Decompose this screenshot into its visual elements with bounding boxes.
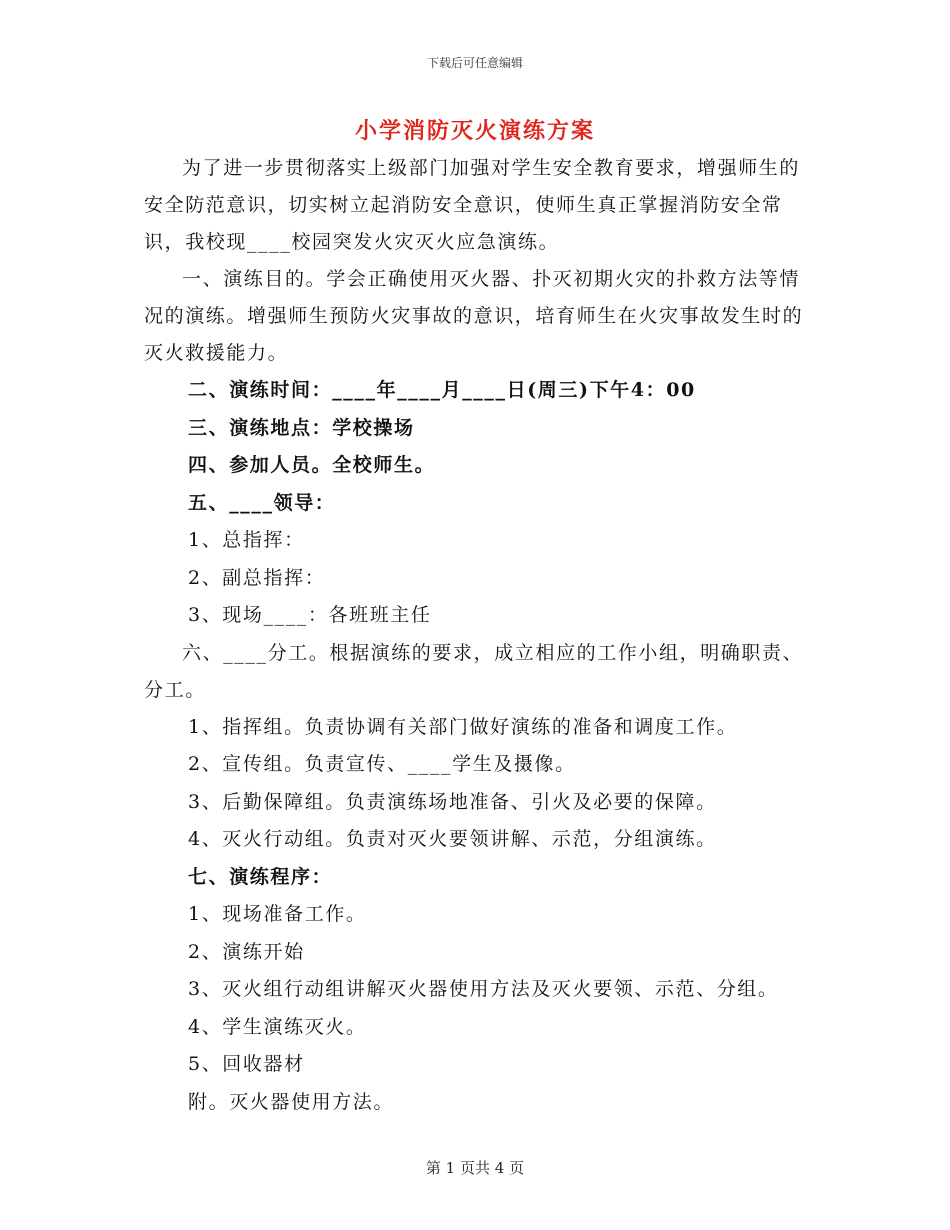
step-item: 1、现场准备工作。 bbox=[188, 903, 367, 925]
section-location: 三、演练地点：学校操场 bbox=[188, 416, 415, 439]
leader-item: 2、副总指挥： bbox=[188, 566, 326, 589]
group-item: 2、宣传组。负责宣传、____学生及摄像。 bbox=[188, 753, 576, 775]
step-item: 4、学生演练灭火。 bbox=[188, 1015, 367, 1038]
page-footer: 第 1 页共 4 页 bbox=[425, 1159, 525, 1177]
section-time: 二、演练时间：____年____月____日(周三)下午4：00 bbox=[188, 379, 696, 401]
section-procedure: 七、演练程序： bbox=[188, 865, 333, 888]
section-participants: 四、参加人员。全校师生。 bbox=[188, 454, 436, 476]
intro-paragraph: 为了进一步贯彻落实上级部门加强对学生安全教育要求，增强师生的安全防范意识，切实树立起消防安全意识，使师生真正掌握消防安全常识，我校现____校园突发火灾灭火应急演练。 bbox=[144, 157, 801, 253]
section-purpose: 一、演练目的。学会正确使用灭火器、扑灭初期火灾的扑救方法等情况的演练。增强师生预防火灾事故的意识，培育师生在火灾事故发生时的灭火救援能力。 bbox=[144, 268, 804, 364]
document-title: 小学消防灭火演练方案 bbox=[354, 118, 595, 144]
leader-item: 3、现场____：各班班主任 bbox=[188, 604, 432, 626]
group-item: 4、灭火行动组。负责对灭火要领讲解、示范，分组演练。 bbox=[188, 828, 717, 850]
section-leadership: 五、____领导： bbox=[188, 491, 336, 514]
step-item: 5、回收器材 bbox=[188, 1053, 305, 1075]
step-item: 3、灭火组行动组讲解灭火器使用方法及灭火要领、示范、分组。 bbox=[188, 978, 779, 1000]
leader-item: 1、总指挥： bbox=[188, 529, 305, 551]
group-item: 3、后勤保障组。负责演练场地准备、引火及必要的保障。 bbox=[188, 790, 717, 813]
step-item: 2、演练开始 bbox=[188, 940, 305, 963]
group-item: 1、指挥组。负责协调有关部门做好演练的准备和调度工作。 bbox=[188, 715, 738, 738]
document-body bbox=[144, 150, 806, 1121]
section-division: 六、____分工。根据演练的要求，成立相应的工作小组，明确职责、分工。 bbox=[144, 641, 804, 701]
appendix-line: 附。灭火器使用方法。 bbox=[188, 1090, 395, 1113]
header-note: 下载后可任意编辑 bbox=[426, 56, 523, 70]
